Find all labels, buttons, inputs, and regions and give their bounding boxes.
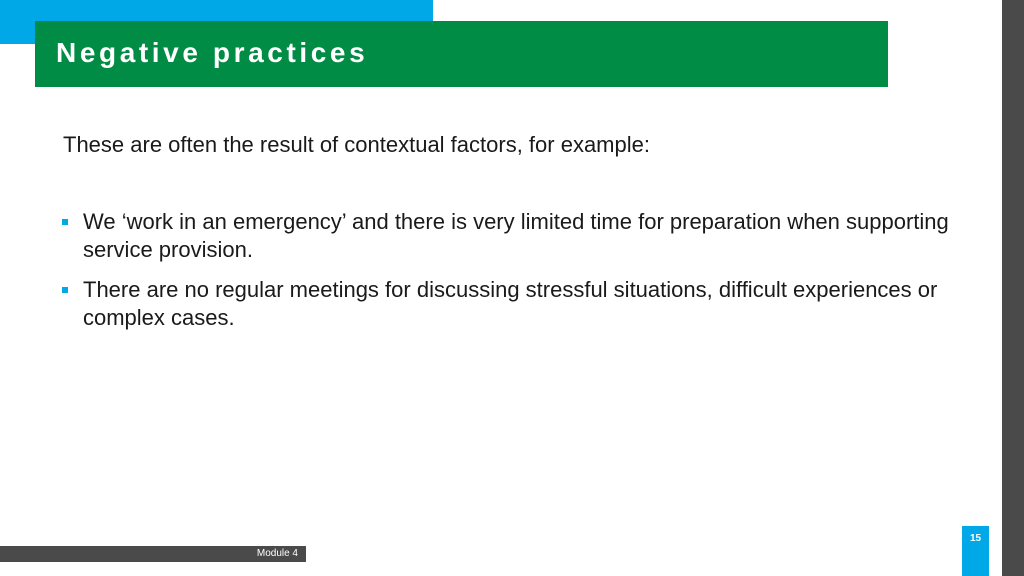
slide-title: Negative practices (56, 37, 369, 68)
footer-bar (0, 546, 306, 562)
bullet-text: We ‘work in an emergency’ and there is very limited time for preparation when supporting service provision. (83, 209, 949, 262)
square-bullet-icon (62, 287, 68, 293)
right-side-bar (1002, 0, 1024, 576)
bullet-item (60, 208, 960, 264)
square-bullet-icon (62, 219, 68, 225)
page-number: 15 (969, 533, 982, 544)
intro-text: These are often the result of contextual factors, for example: (63, 132, 650, 157)
module-label: Module 4 (256, 548, 298, 559)
bullet-item (60, 276, 960, 332)
page-number-box (962, 526, 989, 576)
bullet-text: There are no regular meetings for discussing stressful situations, difficult experiences or complex cases. (83, 277, 938, 330)
bullet-list (60, 208, 960, 344)
title-bar (35, 21, 888, 87)
